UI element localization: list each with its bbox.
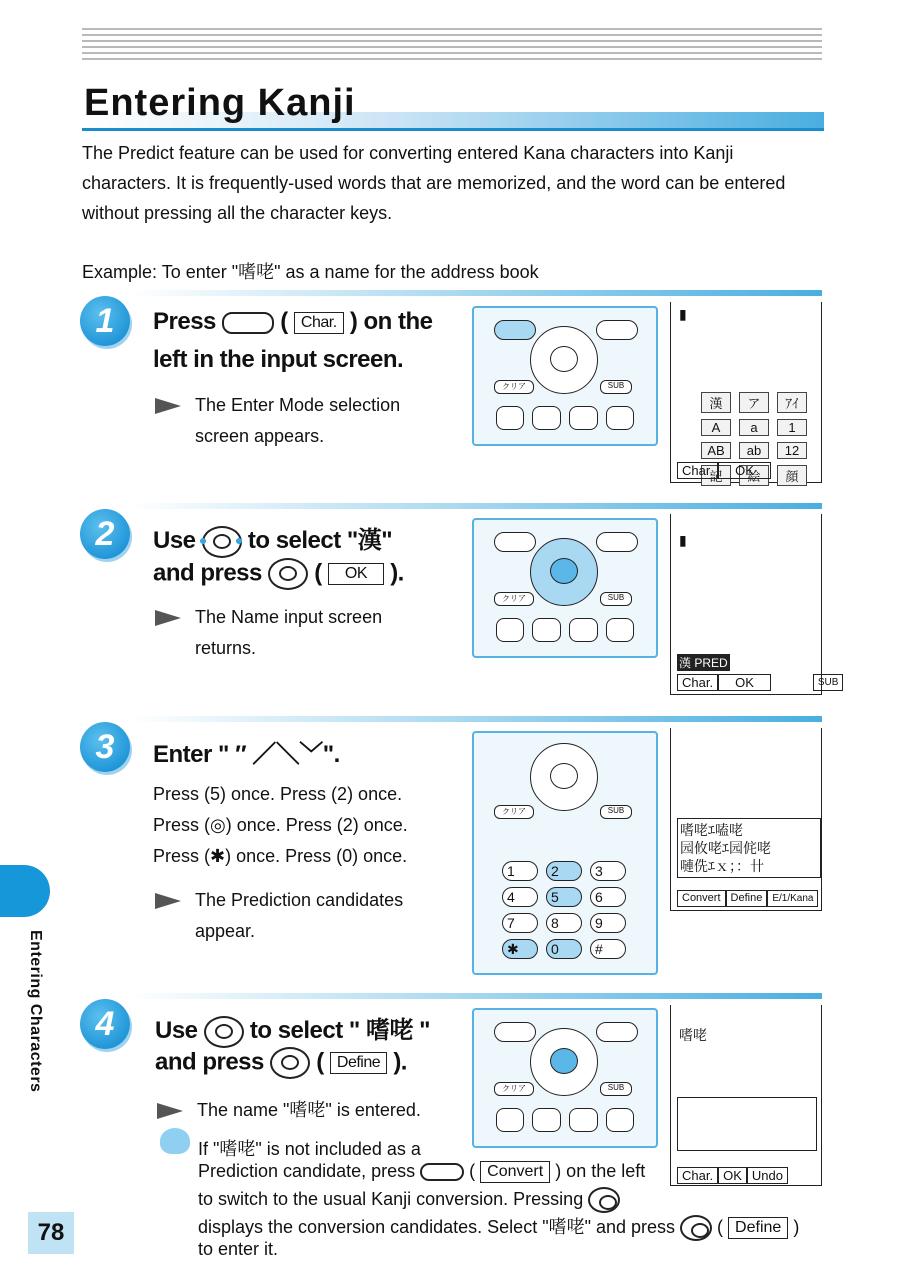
step2-softkey-bar: [677, 674, 843, 691]
sub-key: SUB: [600, 805, 632, 819]
step1-softkey-bar: [677, 462, 771, 479]
tip-line2-post: ) on the left: [555, 1161, 646, 1181]
arrow-icon: [155, 398, 181, 414]
step3-band: [130, 716, 822, 722]
step2-heading-line1: [153, 520, 392, 558]
tip-line3-text: to switch to the usual Kanji conversion. Pressing: [198, 1188, 584, 1209]
step4-key-label: Define: [330, 1052, 387, 1074]
step1-note-line1: The Enter Mode selection: [155, 395, 400, 416]
step2-select-text: to select "漢": [247, 527, 393, 554]
power-key: [606, 1108, 634, 1132]
mode-number: 1: [777, 419, 807, 436]
soft-ok: OK: [718, 1167, 747, 1184]
step4-heading-post: ).: [393, 1048, 407, 1076]
step3-heading: Enter " ″ ／＼﹀".: [153, 741, 340, 768]
mode-face: 顔: [777, 465, 807, 486]
key-hash: #: [590, 939, 626, 959]
web-key: [569, 1108, 598, 1132]
center-key-highlight: [550, 1048, 578, 1074]
soft-ok: OK: [718, 674, 771, 691]
clear-key: クリア: [494, 380, 534, 394]
title-rule: [82, 128, 824, 131]
tip-line4: displays the conversion candidates. Select "嗜咾" and press ( Define ): [198, 1213, 799, 1241]
power-key: [606, 618, 634, 642]
center-key: [550, 763, 578, 789]
center-key-icon: [270, 1047, 310, 1079]
step4-heading-line1: [155, 1010, 430, 1048]
candidate-row-2: 园攸咾ｴ园侂咾: [680, 840, 771, 856]
step1-note-line2: screen appears.: [195, 426, 325, 446]
right-softkey: [596, 1022, 638, 1042]
power-key: [606, 406, 634, 430]
mode-symbol: 記: [701, 465, 731, 486]
navigation-key-icon: [588, 1187, 620, 1213]
mail-key: [532, 406, 561, 430]
arrow-icon: [157, 1103, 183, 1119]
step2-note-line1: The Name input screen: [155, 607, 382, 628]
section-label: Entering Characters: [27, 930, 44, 1093]
step3-line1: Press (5) once. Press (2) once.: [153, 784, 403, 804]
call-key: [496, 1108, 524, 1132]
mail-key: [532, 1108, 561, 1132]
step4-softkey-bar: [677, 1167, 788, 1184]
step3-line2: Press (◎) once. Press (2) once.: [153, 815, 408, 835]
tip-line3: [198, 1187, 620, 1213]
mode-wide-lower: ab: [739, 442, 769, 459]
step1-screen: [670, 302, 822, 483]
candidate-row-1: 嗜咾ｴ嗑咾: [680, 822, 743, 838]
key-3: 3: [590, 861, 626, 881]
kanji-candidate-table: [677, 1097, 817, 1151]
navigation-key-icon: [202, 526, 242, 558]
soft-convert: Convert: [677, 890, 726, 907]
sub-key: SUB: [600, 1082, 632, 1096]
mode-wide-number: 12: [777, 442, 807, 459]
step2-key-label: OK: [328, 563, 384, 585]
step4-use: Use: [155, 1017, 198, 1044]
step2-phone-image: [472, 518, 658, 658]
tip-line2: Prediction candidate, press ( Convert ) on the left: [198, 1161, 645, 1183]
phone-bottom-row: [496, 1108, 634, 1132]
soft-char: Char.: [677, 674, 718, 691]
left-softkey: [494, 1022, 536, 1042]
key-7: 7: [502, 913, 538, 933]
step1-band: [130, 290, 822, 296]
mode-pictogram: 絵: [739, 465, 769, 486]
tip-define-key: Define: [728, 1217, 788, 1239]
tip-line5: to enter it.: [198, 1239, 279, 1259]
step2-heading-line2: and press ( OK ).: [153, 558, 404, 590]
tip-line2-pre: Prediction candidate, press: [198, 1161, 416, 1181]
tip-line4-post: ): [793, 1217, 800, 1237]
step2-and-press: and press: [153, 559, 262, 587]
step4-select-text: to select " 嗜咾 ": [249, 1017, 431, 1044]
hint-hand-icon: [160, 1128, 190, 1154]
step3-note-line2: appear.: [195, 921, 256, 941]
step4-band: [130, 993, 822, 999]
key-6: 6: [590, 887, 626, 907]
section-side-tab: [0, 865, 50, 917]
example-text: Example: To enter "嗜咾" as a name for the address book: [82, 262, 539, 282]
step3-phone-image: [472, 731, 658, 975]
phone-bottom-row: [496, 406, 634, 430]
soft-sub: SUB: [813, 674, 844, 691]
mode-hiragana: ア: [739, 392, 769, 413]
step4-phone-image: [472, 1008, 658, 1148]
step1-heading-line1: Press ( Char. ) on the: [153, 308, 433, 335]
step2-number: 2: [80, 509, 130, 559]
tip-convert-key: Convert: [480, 1161, 550, 1183]
step1-press: Press: [153, 308, 216, 335]
step1-key-label: Char.: [294, 312, 344, 334]
step4-and-press: and press: [155, 1048, 264, 1076]
right-softkey: [596, 320, 638, 340]
mode-alpha-lower: a: [739, 419, 769, 436]
call-key: [496, 618, 524, 642]
soft-ok: OK: [718, 462, 771, 479]
key-9: 9: [590, 913, 626, 933]
step3-number: 3: [80, 722, 130, 772]
intro-paragraph: The Predict feature can be used for converting entered Kana characters into Kanji characters. It is frequently-used words that are memorized, and the word can be entered without pressing all the character keys.: [82, 143, 786, 223]
web-key: [569, 618, 598, 642]
soft-define: Define: [726, 890, 768, 907]
phone-bottom-row: [496, 618, 634, 642]
call-key: [496, 406, 524, 430]
page-title: Entering Kanji: [84, 82, 356, 124]
step2-screen: [670, 514, 839, 695]
step4-heading-line2: and press ( Define ).: [155, 1047, 407, 1079]
mode-wide-upper: AB: [701, 442, 731, 459]
web-key: [569, 406, 598, 430]
step3-note-line1: The Prediction candidates: [155, 890, 403, 911]
cursor-icon: ▮: [679, 532, 687, 548]
step2-band: [130, 503, 822, 509]
step2-note-line2: returns.: [195, 638, 257, 658]
step3-softkey-bar: [677, 890, 818, 907]
page-number: 78: [28, 1212, 74, 1254]
step4-number: 4: [80, 999, 130, 1049]
left-softkey-icon: [222, 312, 274, 334]
key-star: ✱: [502, 939, 538, 959]
step4-screen: [670, 1005, 822, 1186]
tip-line4-pre: displays the conversion candidates. Select "嗜咾" and press: [198, 1217, 676, 1237]
step3-screen: [670, 728, 822, 911]
key-5: 5: [546, 887, 582, 907]
mail-key: [532, 618, 561, 642]
input-status: 漢 PRED: [679, 656, 728, 670]
header-rule: [82, 28, 822, 64]
cursor-icon: ▮: [679, 306, 687, 322]
arrow-icon: [155, 610, 181, 626]
entered-name: 嗜咾: [679, 1027, 707, 1043]
mode-katakana: ｱｲ: [777, 392, 807, 413]
clear-key: クリア: [494, 592, 534, 606]
step2-heading-post: ).: [390, 559, 404, 587]
candidate-row-3: 嗹侁ｴｘ；：卄: [680, 858, 764, 874]
clear-key: クリア: [494, 1082, 534, 1096]
key-8: 8: [546, 913, 582, 933]
left-softkey: [494, 532, 536, 552]
left-softkey-icon: [420, 1163, 464, 1181]
mode-alpha-upper: A: [701, 419, 731, 436]
step1-heading-post: ) on the: [349, 308, 433, 335]
step1-heading-line2: left in the input screen.: [153, 346, 404, 373]
step4-note: The name "嗜咾" is entered.: [157, 1096, 421, 1122]
step1-number: 1: [80, 296, 130, 346]
soft-char: Char.: [677, 1167, 718, 1184]
step1-phone-image: [472, 306, 658, 446]
key-4: 4: [502, 887, 538, 907]
arrow-icon: [155, 893, 181, 909]
key-1: 1: [502, 861, 538, 881]
center-key-icon: [268, 558, 308, 590]
center-key: [550, 346, 578, 372]
soft-undo: Undo: [747, 1167, 788, 1184]
center-key-icon: [680, 1215, 712, 1241]
key-2: 2: [546, 861, 582, 881]
center-key-highlight: [550, 558, 578, 584]
key-0: 0: [546, 939, 582, 959]
sub-key: SUB: [600, 380, 632, 394]
prediction-candidates: [677, 818, 821, 878]
clear-key: クリア: [494, 805, 534, 819]
navigation-key-icon: [204, 1016, 244, 1048]
left-softkey-highlight: [494, 320, 536, 340]
mode-kanji: 漢: [701, 392, 731, 413]
tip-line1: If "嗜咾" is not included as a: [198, 1139, 421, 1159]
step3-line3: Press (✱) once. Press (0) once.: [153, 846, 408, 866]
soft-char: Char.: [677, 462, 718, 479]
sub-key: SUB: [600, 592, 632, 606]
step2-use: Use: [153, 527, 196, 554]
soft-kana: E/1/Kana: [767, 890, 818, 907]
right-softkey: [596, 532, 638, 552]
keypad: [502, 861, 626, 959]
